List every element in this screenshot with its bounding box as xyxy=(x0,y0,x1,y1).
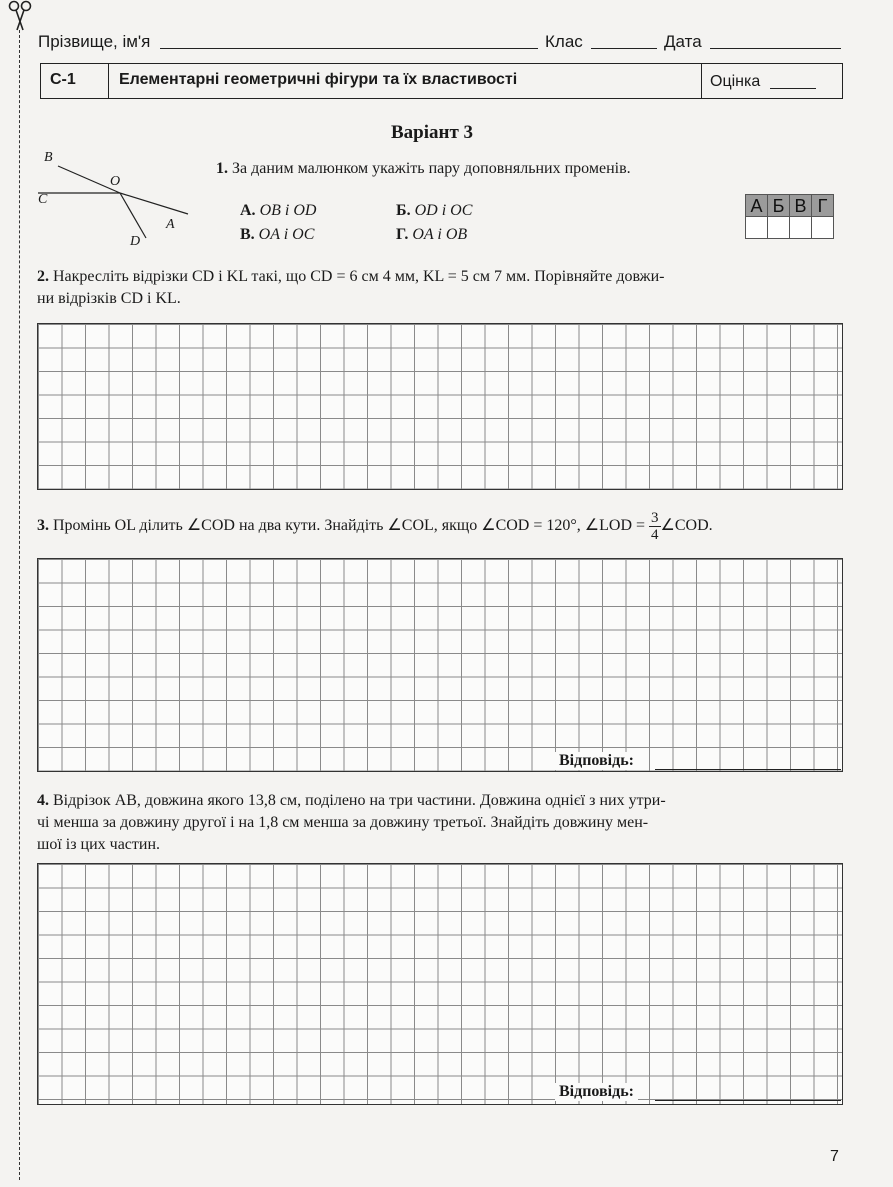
rays-figure xyxy=(30,148,200,253)
task1-option-b: Б. OD і OC xyxy=(396,202,473,219)
task3-answer-field[interactable] xyxy=(655,769,841,770)
answer-letter-a: А xyxy=(745,194,768,217)
task2-grid[interactable] xyxy=(37,323,843,490)
task1-option-g: Г. OA і OB xyxy=(396,226,468,243)
task1-option-a: А. OB і OD xyxy=(240,202,317,219)
task3-question xyxy=(37,510,852,543)
task1-number: 1. xyxy=(216,160,228,177)
answer-letter-v: В xyxy=(789,194,812,217)
label-c: C xyxy=(38,192,48,207)
grade-label: Оцінка xyxy=(710,73,761,90)
task1-question xyxy=(216,158,631,180)
label-o: O xyxy=(110,174,121,189)
task3-number: 3. xyxy=(37,517,49,535)
task4-grid[interactable] xyxy=(37,863,843,1105)
task3-grid[interactable] xyxy=(37,558,843,772)
answer-cell-a[interactable] xyxy=(745,216,768,239)
variant-title: Варіант 3 xyxy=(391,122,474,143)
task4-line3: шої із цих частин. xyxy=(37,836,161,853)
task4-number: 4. xyxy=(37,792,49,809)
date-label: Дата xyxy=(664,32,702,51)
task3-text: Промінь OL ділить ∠COD на два кути. Знайдіть ∠COL, якщо ∠COD = 120°, ∠LOD = xyxy=(53,517,646,535)
class-field[interactable] xyxy=(591,48,657,49)
task1-text: За даним малюнком укажіть пару доповняльних променів. xyxy=(232,160,631,177)
task2-line1: Накресліть відрізки CD і KL такі, що CD = 6 см 4 мм, KL = 5 см 7 мм. Порівняйте довжи- xyxy=(53,268,665,285)
task4-line1: Відрізок AB, довжина якого 13,8 см, поділено на три частини. Довжина однієї з них утри- xyxy=(53,792,666,809)
task4-answer-field[interactable] xyxy=(655,1100,841,1101)
topic-code: С-1 xyxy=(50,71,76,88)
answer-table xyxy=(745,194,833,239)
label-a: A xyxy=(166,217,175,232)
answer-letter-b: Б xyxy=(767,194,790,217)
task3-fraction: $\frac{3}{4}$ xyxy=(651,510,659,543)
task2-question xyxy=(37,266,847,310)
answer-letter-g: Г xyxy=(811,194,834,217)
answer-cell-v[interactable] xyxy=(789,216,812,239)
topic-title: Елементарні геометричні фігури та їх властивості xyxy=(119,71,518,88)
name-field[interactable] xyxy=(160,48,538,49)
grade-field[interactable] xyxy=(770,88,816,89)
cut-line xyxy=(19,30,20,1180)
answer-cell-b[interactable] xyxy=(767,216,790,239)
task3-tail: ∠COD. xyxy=(660,517,713,535)
date-field[interactable] xyxy=(710,48,841,49)
scissors-icon xyxy=(6,0,34,32)
topic-box xyxy=(40,63,843,99)
answer-cell-g[interactable] xyxy=(811,216,834,239)
task4-question xyxy=(37,790,852,856)
task2-number: 2. xyxy=(37,268,49,285)
task2-line2: ни відрізків CD і KL. xyxy=(37,290,181,307)
name-label: Прізвище, ім'я xyxy=(38,32,151,51)
task3-answer-label: Відповідь: xyxy=(555,752,638,770)
page-number: 7 xyxy=(830,1148,839,1165)
task4-line2: чі менша за довжину другої і на 1,8 см менша за довжину третьої. Знайдіть довжину мен- xyxy=(37,814,649,831)
label-b: B xyxy=(44,150,53,165)
class-label: Клас xyxy=(545,32,583,51)
label-d: D xyxy=(130,234,141,249)
task1-option-v: В. OA і OC xyxy=(240,226,315,243)
task4-answer-label: Відповідь: xyxy=(555,1083,638,1101)
